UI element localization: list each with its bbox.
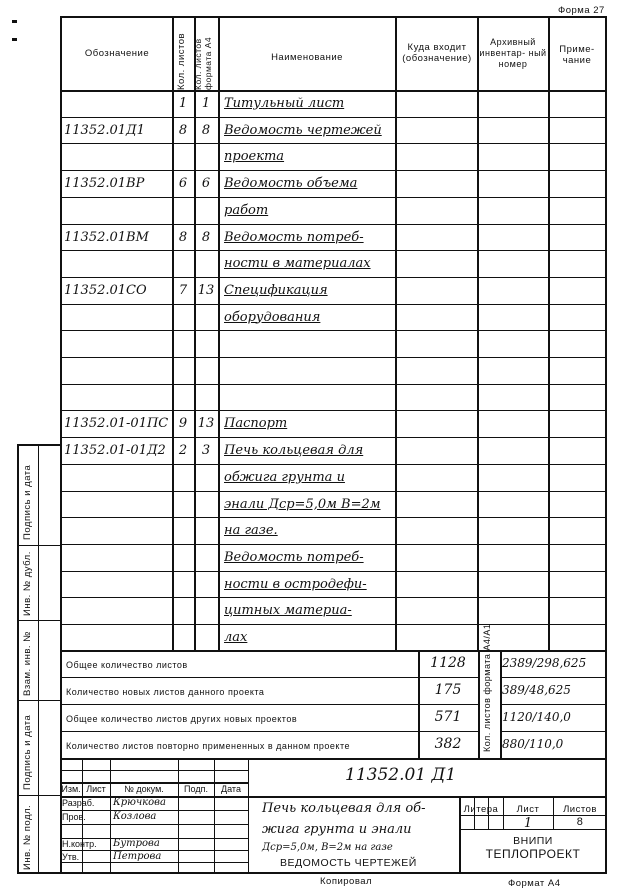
- row-rule: [60, 597, 607, 598]
- totals-rule: [60, 731, 418, 732]
- row-rule: [60, 143, 607, 144]
- stamp-sheets-value: 8: [576, 816, 584, 828]
- stamp-org-line2: ТЕПЛОПРОЕКТ: [485, 847, 581, 861]
- row-rule: [60, 464, 607, 465]
- stamp-sheets-label: Листов: [563, 804, 597, 815]
- stamp-role: Утв.: [62, 852, 80, 862]
- side-label-inv-dubl: Инв. № дубл.: [22, 551, 33, 616]
- row-rule: [60, 330, 607, 331]
- row-name: работ: [224, 202, 269, 218]
- stamp-role: Пров.: [62, 811, 86, 822]
- totals-top-rule: [60, 650, 607, 652]
- row-designation: 11352.01-01Д2: [64, 443, 166, 459]
- totals-rule: [500, 677, 607, 678]
- stamp-row-rule: [60, 862, 248, 863]
- stamp-col-col_list: Лист: [86, 784, 106, 794]
- totals-rule: [500, 731, 607, 732]
- header-where-used: Куда входит (обозначение): [402, 42, 472, 64]
- stamp-row-rule: [60, 824, 248, 825]
- col-line: [172, 16, 174, 650]
- header-name: Наименование: [271, 52, 343, 63]
- stamp-role: Разраб.: [62, 798, 95, 808]
- stamp-title-line2: жига грунта и энали: [262, 822, 412, 837]
- row-sheets: 8: [178, 122, 188, 138]
- row-name: оборудования: [224, 309, 321, 325]
- stamp-litera-label: Литера: [463, 804, 499, 815]
- stamp-name: Бутрова: [113, 837, 160, 849]
- side-label-sign-date: Подпись и дата: [22, 714, 33, 790]
- col-line: [395, 16, 397, 650]
- row-name: Спецификация: [224, 282, 328, 298]
- col-line: [194, 16, 196, 650]
- stamp-title-line1: Печь кольцевая для об-: [262, 801, 426, 816]
- totals-sheets: 1128: [430, 655, 466, 671]
- row-rule: [60, 384, 607, 385]
- totals-sheets: 382: [434, 736, 462, 752]
- row-a4: 8: [201, 122, 211, 138]
- row-a4: 3: [201, 443, 211, 459]
- stamp-col-line: [248, 758, 249, 874]
- row-rule: [60, 170, 607, 171]
- form-label: Форма 27: [558, 5, 605, 16]
- side-rule: [17, 700, 60, 701]
- row-rule: [60, 544, 607, 545]
- stamp-name: Козлова: [113, 810, 157, 822]
- stamp-col-col_doc: № докум.: [124, 784, 164, 794]
- stamp-name: Петрова: [113, 851, 162, 862]
- stamp-name: Крючкова: [113, 797, 166, 808]
- row-rule: [60, 410, 607, 411]
- header-designation: Обозначение: [84, 48, 150, 59]
- totals-label: Количество листов повторно примененных в данном проекте: [66, 741, 350, 751]
- totals-a4a1: 2389/298,625: [502, 656, 587, 670]
- row-rule: [60, 250, 607, 251]
- stamp-row-rule: [60, 770, 248, 771]
- side-rule: [17, 620, 60, 621]
- stamp-sheet-label: Лист: [516, 804, 540, 815]
- row-a4: 13: [197, 416, 215, 432]
- stamp-col-line: [110, 758, 111, 874]
- header-note: Приме- чание: [559, 44, 595, 66]
- footer-format: Формат А4: [508, 878, 561, 889]
- row-designation: 11352.01-01ПС: [64, 416, 169, 432]
- row-rule: [60, 224, 607, 225]
- stamp-doc-code: 11352.01 Д1: [345, 765, 457, 785]
- row-rule: [60, 117, 607, 118]
- row-name: цитных материа-: [224, 603, 352, 619]
- row-name: Ведомость потреб-: [224, 549, 364, 565]
- header-sheet-count-a4: Кол. листов формата А4: [193, 36, 213, 90]
- row-sheets: 2: [178, 443, 188, 459]
- side-label-sign-date: Подпись и дата: [22, 464, 33, 540]
- row-a4: 13: [197, 282, 215, 298]
- row-designation: 11352.01СО: [64, 282, 147, 298]
- row-rule: [60, 437, 607, 438]
- totals-label: Количество новых листов данного проекта: [66, 687, 265, 697]
- totals-rule: [418, 731, 478, 732]
- header-archive-no: Архивный инвентар- ный номер: [479, 37, 547, 69]
- totals-a4a1: 389/48,625: [502, 683, 571, 697]
- totals-sheets: 571: [434, 709, 462, 725]
- punch-mark: [12, 38, 17, 41]
- totals-col-line: [418, 650, 420, 758]
- header-rule: [60, 90, 607, 92]
- footer-copied: Копировал: [320, 876, 373, 887]
- stamp-org-line1: ВНИПИ: [513, 835, 553, 847]
- row-name: ности в остродефи-: [224, 576, 367, 592]
- row-a4: 1: [201, 96, 211, 111]
- stamp-doc-type: ВЕДОМОСТЬ ЧЕРТЕЖЕЙ: [280, 857, 417, 869]
- stamp-role: Н.контр.: [62, 838, 97, 849]
- row-name: обжига грунта и: [224, 469, 345, 485]
- totals-rule: [60, 677, 418, 678]
- row-name: проекта: [224, 149, 285, 165]
- row-name: энали Дср=5,0м В=2м: [224, 496, 381, 512]
- stamp-col-col_izm: Изм.: [61, 784, 81, 794]
- row-rule: [60, 624, 607, 625]
- stamp-col-line: [178, 758, 179, 874]
- stamp-top-rule: [60, 758, 607, 760]
- row-name: Ведомость чертежей: [224, 122, 382, 138]
- row-name: Титульный лист: [224, 96, 345, 111]
- row-rule: [60, 197, 607, 198]
- row-sheets: 7: [178, 282, 188, 298]
- totals-label: Общее количество листов других новых проектов: [66, 714, 298, 724]
- row-rule: [60, 491, 607, 492]
- header-sheet-count: Кол. листов: [176, 32, 187, 90]
- row-sheets: 8: [178, 229, 188, 245]
- row-designation: 11352.01ВР: [64, 176, 145, 192]
- row-name: лах: [224, 630, 248, 645]
- row-a4: 6: [201, 176, 211, 192]
- row-rule: [60, 277, 607, 278]
- side-label-vzam-inv: Взам. инв. №: [22, 631, 33, 696]
- row-sheets: 9: [178, 416, 188, 432]
- totals-a4a1: 880/110,0: [502, 737, 564, 751]
- row-sheets: 6: [178, 176, 188, 192]
- totals-col-line: [478, 650, 480, 758]
- totals-col-header: Кол. листов формата А4/А1: [482, 623, 492, 752]
- totals-label: Общее количество листов: [66, 660, 188, 670]
- col-line: [218, 16, 220, 650]
- stamp-col-col_date: Дата: [221, 784, 241, 794]
- row-name: Ведомость объема: [224, 176, 358, 192]
- row-name: Печь кольцевая для: [224, 443, 364, 459]
- row-sheets: 1: [178, 96, 188, 111]
- totals-a4a1: 1120/140,0: [502, 710, 571, 724]
- totals-rule: [418, 704, 478, 705]
- row-rule: [60, 571, 607, 572]
- totals-col-line: [500, 650, 502, 758]
- row-rule: [60, 517, 607, 518]
- row-name: Ведомость потреб-: [224, 229, 364, 245]
- row-designation: 11352.01Д1: [64, 122, 145, 138]
- col-line: [477, 16, 479, 650]
- side-rule: [17, 545, 60, 546]
- row-name: на газе.: [224, 523, 278, 539]
- stamp-col-col_sign: Подп.: [184, 784, 208, 794]
- col-line: [548, 16, 550, 650]
- stamp-col-line: [214, 758, 215, 874]
- row-name: Паспорт: [224, 416, 288, 432]
- totals-rule: [60, 704, 418, 705]
- punch-mark: [12, 20, 17, 23]
- row-a4: 8: [201, 229, 211, 245]
- side-label-inv-podl: Инв. № подл.: [22, 804, 33, 870]
- side-rule: [17, 795, 60, 796]
- stamp-title-line3: Дср=5,0м, В=2м на газе: [262, 842, 393, 853]
- row-name: ности в материалах: [224, 256, 371, 272]
- stamp-sheet-value: 1: [523, 816, 533, 831]
- totals-rule: [418, 677, 478, 678]
- row-rule: [60, 304, 607, 305]
- totals-sheets: 175: [434, 682, 462, 698]
- totals-rule: [500, 704, 607, 705]
- row-rule: [60, 357, 607, 358]
- row-designation: 11352.01ВМ: [64, 229, 149, 245]
- side-divider: [38, 444, 39, 874]
